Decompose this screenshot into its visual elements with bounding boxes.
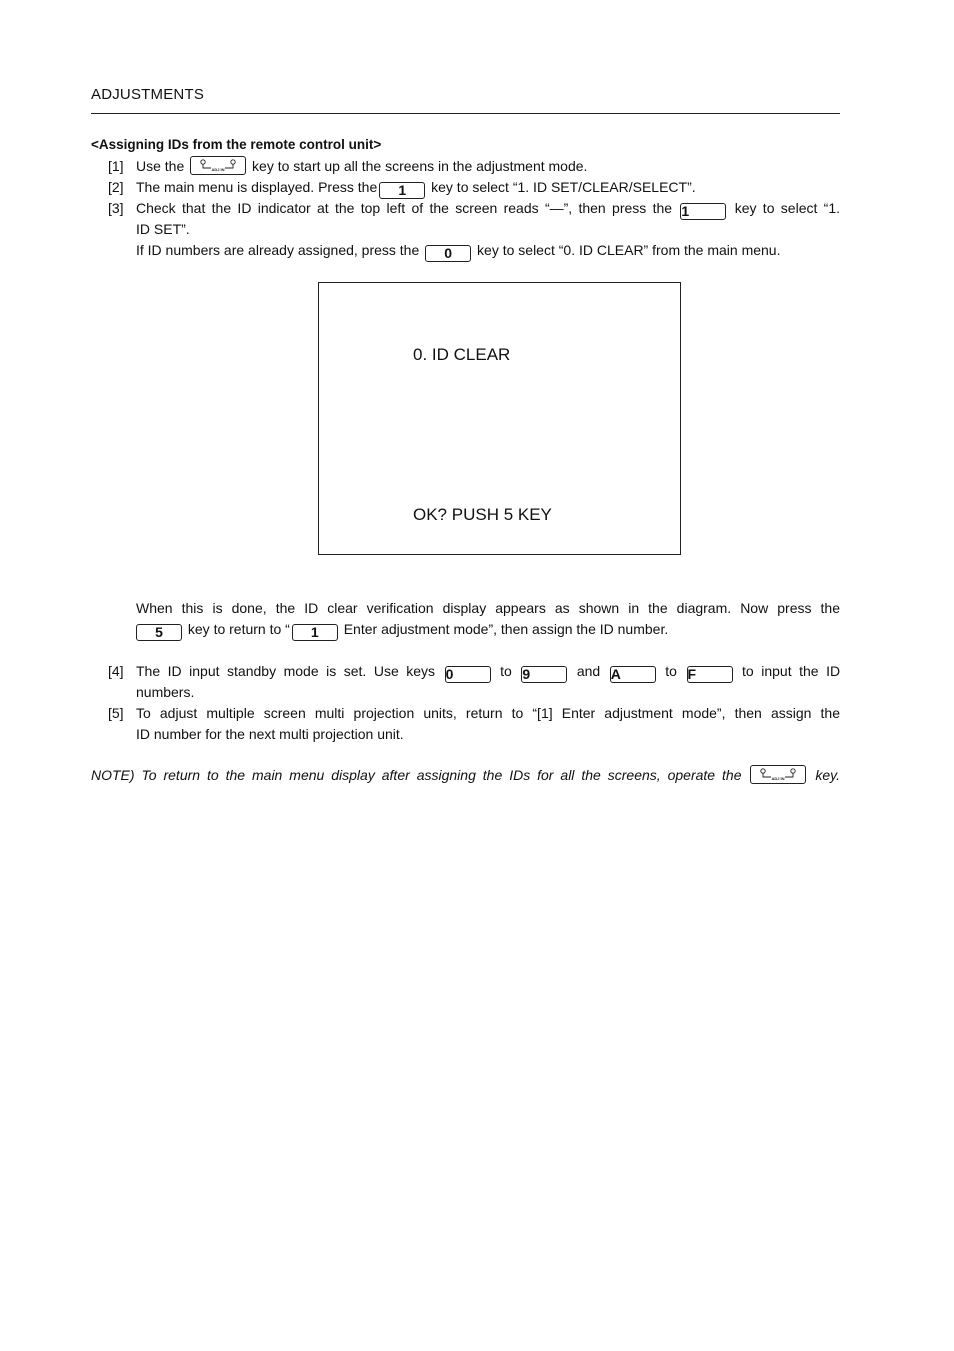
step-number: [3] (108, 200, 124, 216)
key-9-icon: 9 (521, 666, 567, 683)
step-5-text: To adjust multiple screen multi projection units, return to “[1] Enter adjustment mode”, then assign the (136, 705, 840, 721)
step-text: to (500, 663, 512, 679)
key-1-icon: 1 (379, 182, 425, 199)
step-number: [1] (108, 158, 124, 174)
step-1-text (136, 156, 587, 176)
note (91, 765, 840, 785)
step-4-continued: numbers. (136, 684, 195, 700)
note-text: NOTE) To return to the main menu display after assigning the IDs for all the screens, operate the (91, 767, 742, 783)
step-text: Check that the ID indicator at the top left of the screen reads “—”, then press the (136, 200, 673, 216)
key-5-icon: 5 (136, 624, 182, 641)
screen-diagram (318, 282, 681, 555)
step-5-continued: ID number for the next multi projection unit. (136, 726, 404, 742)
key-0-icon: 0 (425, 245, 471, 262)
verification-paragraph: When this is done, the ID clear verification display appears as shown in the diagram. Now press the (136, 600, 840, 616)
step-text: The ID input standby mode is set. Use keys (136, 663, 436, 679)
step-text: If ID numbers are already assigned, press the (136, 242, 420, 258)
step-3-text (136, 198, 840, 220)
verification-paragraph-2 (136, 619, 668, 641)
step-text: key to select “1. (734, 200, 841, 216)
key-1-icon: 1 (680, 203, 726, 220)
section-title: <Assigning IDs from the remote control unit> (91, 137, 382, 152)
page-header: ADJUSTMENTS (91, 86, 205, 103)
header-rule (91, 113, 840, 114)
step-text: key to select “1. ID SET/CLEAR/SELECT”. (431, 179, 696, 195)
step-text: to input the ID (742, 663, 841, 679)
step-number: [4] (108, 663, 124, 679)
key-f-icon: F (687, 666, 733, 683)
step-text: to (665, 663, 677, 679)
key-1-icon: 1 (292, 624, 338, 641)
step-number: [5] (108, 705, 124, 721)
step-text: key to select “0. ID CLEAR” from the main menu. (477, 242, 781, 258)
step-text: Use the (136, 158, 185, 174)
step-text: and (576, 663, 601, 679)
step-3-clear-text (136, 240, 781, 262)
key-a-icon: A (610, 666, 656, 683)
screen-confirm-line: OK? PUSH 5 KEY (413, 505, 552, 524)
screen-menu-line: 0. ID CLEAR (413, 345, 511, 364)
key-0-icon: 0 (445, 666, 491, 683)
adj-in-key-icon (190, 156, 246, 175)
step-4-text (136, 661, 840, 683)
paragraph-text: Enter adjustment mode”, then assign the ID number. (343, 621, 669, 637)
step-2-text (136, 177, 696, 199)
step-text: key to start up all the screens in the adjustment mode. (252, 158, 588, 174)
svg-text:ADJ IN: ADJ IN (771, 776, 785, 781)
step-text: The main menu is displayed. Press the (136, 179, 378, 195)
adj-in-key-icon (750, 765, 806, 784)
paragraph-text: key to return to “ (187, 621, 290, 637)
step-number: [2] (108, 179, 124, 195)
note-text: key. (815, 767, 841, 783)
svg-text:ADJ IN: ADJ IN (211, 167, 225, 172)
step-3-continued: ID SET”. (136, 221, 190, 237)
